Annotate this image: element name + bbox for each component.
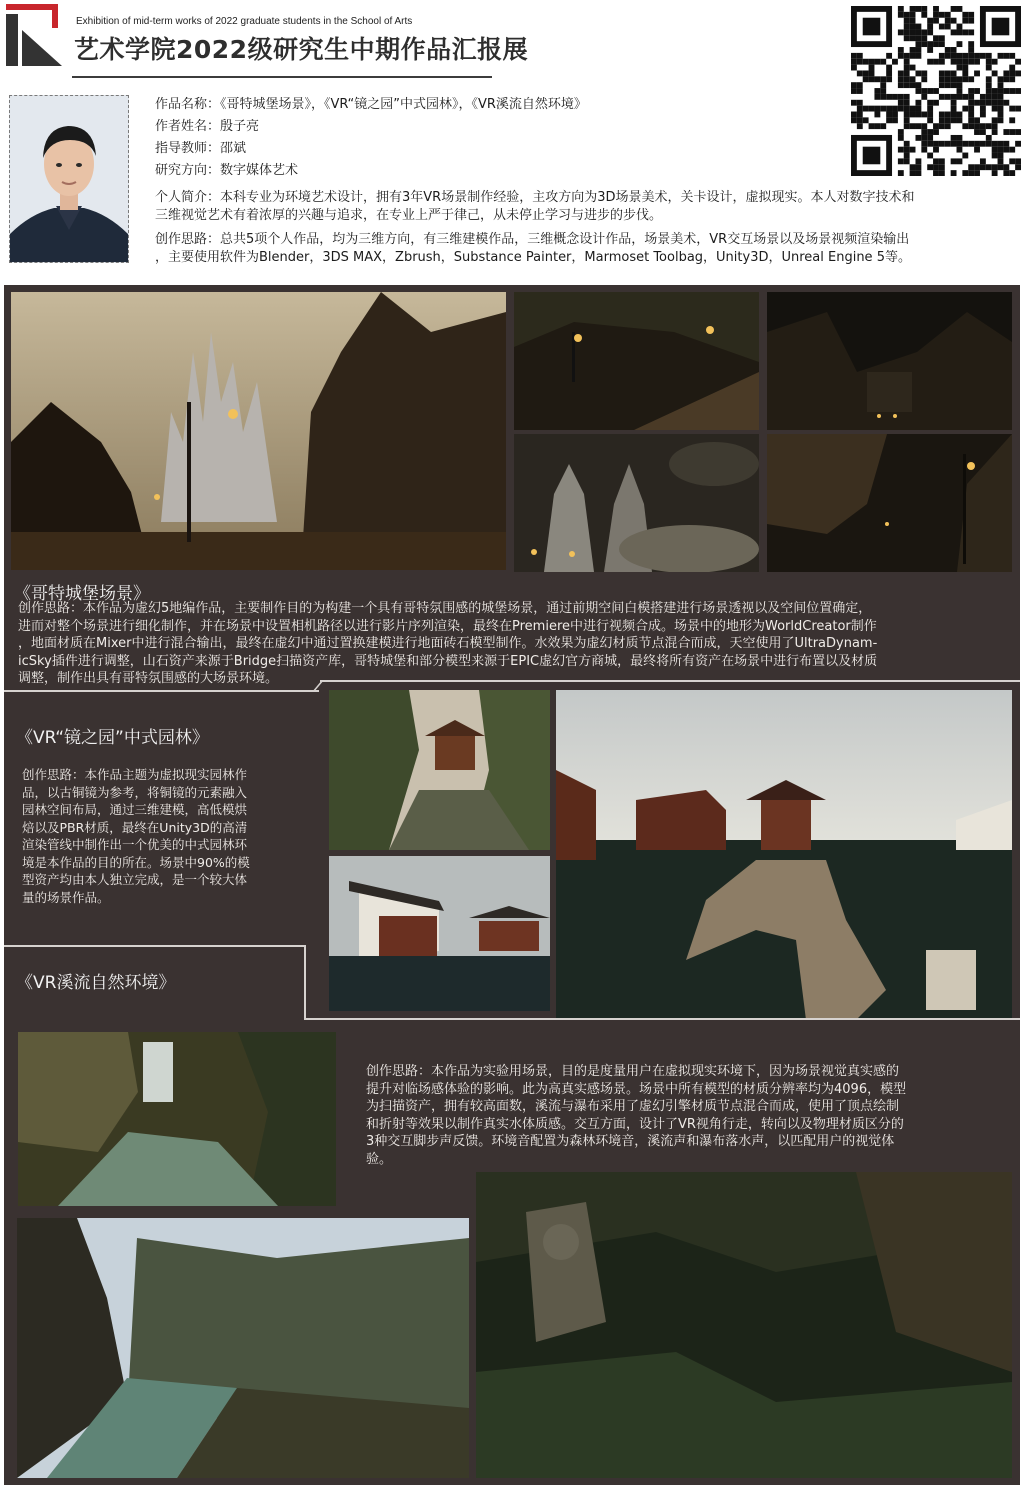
author-label: 作者姓名： xyxy=(155,119,221,134)
author-row xyxy=(155,118,587,136)
gothic-desc-line: 进而对整个场景进行细化制作，并在场景中设置相机路径以进行影片序列渲染，最终在Premiere中进行视频合成。场景中的地形为WorldCreator制作 xyxy=(18,618,877,634)
gothic-desc-line: 调整，制作出具有哥特氛围感的大场景环境。 xyxy=(18,671,279,686)
direction-value: 数字媒体艺术 xyxy=(220,163,299,178)
divider xyxy=(304,945,306,1020)
idea-line: 创作思路：总共5项个人作品，均为三维方向，有三维建模作品，三维概念设计作品，场景美术，VR交互场景以及场景视频渲染输出 xyxy=(155,232,910,247)
garden-desc-line: 品，以古铜镜为参考，将铜镜的元素融入 xyxy=(22,784,248,800)
stream-description xyxy=(366,1063,1006,1168)
advisor-row xyxy=(155,140,587,158)
stream-desc-line: 和折射等效果以制作真实水体质感。交互方面，设计了VR视角行走，转向以及物理材质区分的 xyxy=(366,1116,904,1132)
gothic-section-title: 《哥特城堡场景》 xyxy=(14,584,150,604)
garden-image-1 xyxy=(329,690,550,850)
gothic-image-5 xyxy=(767,434,1012,572)
divider xyxy=(320,680,1020,682)
garden-image-2 xyxy=(329,856,550,1011)
stream-desc-line: 为扫描资产，拥有较高面数，溪流与瀑布采用了虚幻引擎材质节点混合而成，使用了顶点绘制 xyxy=(366,1099,900,1114)
bio-paragraph xyxy=(155,189,1023,225)
garden-desc-line: 境是本作品的目的所在。场景中90%的模 xyxy=(22,854,250,870)
advisor-label: 指导教师： xyxy=(155,141,221,156)
direction-label: 研究方向： xyxy=(155,163,221,178)
divider xyxy=(304,1018,1020,1020)
stream-desc-line: 3种交互脚步声反馈。环境音配置为森林环境音，溪流声和瀑布落水声，以匹配用户的视觉体 xyxy=(366,1134,895,1149)
gothic-description xyxy=(18,600,1008,688)
garden-main-image xyxy=(556,690,1012,1020)
author-value: 殷子亮 xyxy=(220,119,260,134)
exhibition-subtitle-en: Exhibition of mid-term works of 2022 graduate students in the School of Arts xyxy=(76,16,413,27)
garden-desc-line: 量的场景作品。 xyxy=(22,889,110,905)
qr-code xyxy=(851,6,1021,176)
gothic-image-2 xyxy=(514,292,759,430)
school-logo xyxy=(4,4,64,66)
garden-desc-line: 渲染管线中制作出一个优美的中式园林环 xyxy=(22,837,248,852)
garden-desc-line: 型资产均由本人独立完成，是一个较大体 xyxy=(22,872,248,887)
garden-desc-line: 园林空间布局，通过三维建模，高低模烘 xyxy=(22,802,248,817)
stream-desc-line: 提升对临场感体验的影响。此为高真实感场景。场景中所有模型的材质分辨率均为4096，模型 xyxy=(366,1081,907,1097)
stream-image-1 xyxy=(18,1032,336,1206)
author-portrait xyxy=(9,95,129,263)
stream-desc-line: 创作思路：本作品为实验用场景，目的是度量用户在虚拟现实环境下，因为场景视觉真实感的 xyxy=(366,1064,900,1079)
idea-paragraph xyxy=(155,231,1023,267)
idea-line: ，主要使用软件为Blender，3DS MAX，Zbrush，Substance Painter，Marmoset Toolbag，Unity3D，Unreal Engine 5等。 xyxy=(155,250,911,265)
advisor-value: 邵斌 xyxy=(220,141,247,156)
stream-image-2 xyxy=(17,1218,469,1478)
gothic-main-image xyxy=(11,292,506,570)
gothic-image-3 xyxy=(767,292,1012,430)
works-value: 《哥特城堡场景》，《VR“镜之园”中式园林》，《VR溪流自然环境》 xyxy=(220,97,587,112)
garden-desc-line: 创作思路：本作品主题为虚拟现实园林作 xyxy=(22,767,248,782)
stream-main-image xyxy=(476,1172,1012,1478)
works-row xyxy=(155,96,587,114)
works-label: 作品名称： xyxy=(155,97,221,112)
gothic-desc-line: ，地面材质在Mixer中进行混合输出，最终在虚幻中通过置换建模进行地面砖石模型制作。水效果为虚幻材质节点混合而成，天空使用了UltraDynam- xyxy=(18,636,878,651)
gothic-image-4 xyxy=(514,434,759,572)
bio-line: 个人简介：本科专业为环境艺术设计，拥有3年VR场景制作经验，主攻方向为3D场景美术，关卡设计，虚拟现实。本人对数字技术和 xyxy=(155,190,915,205)
divider xyxy=(4,690,319,692)
direction-row xyxy=(155,162,587,180)
garden-desc-line: 焙以及PBR材质，最终在Unity3D的高清 xyxy=(22,819,248,835)
bio-line: 三维视觉艺术有着浓厚的兴趣与追求，在专业上严于律己，从未停止学习与进步的步伐。 xyxy=(155,208,663,223)
gothic-desc-line: 创作思路：本作品为虚幻5地编作品，主要制作目的为构建一个具有哥特氛围感的城堡场景，通过前期空间白模搭建进行场景透视以及空间位置确定， xyxy=(18,601,872,616)
gothic-desc-line: icSky插件进行调整，山石资产来源于Bridge扫描资产库，哥特城堡和部分模型来源于EPIC虚幻官方商城，最终将所有资产在场景中进行布置以及材质 xyxy=(18,653,878,669)
stream-desc-line: 验。 xyxy=(366,1151,393,1167)
stream-section-title: 《VR溪流自然环境》 xyxy=(16,973,176,993)
title-underline xyxy=(72,76,492,78)
garden-section-title: 《VR“镜之园”中式园林》 xyxy=(16,728,209,748)
page-title: 艺术学院2022级研究生中期作品汇报展 xyxy=(74,35,529,64)
profile-info xyxy=(155,96,587,180)
divider xyxy=(4,945,306,947)
garden-description xyxy=(22,766,312,906)
